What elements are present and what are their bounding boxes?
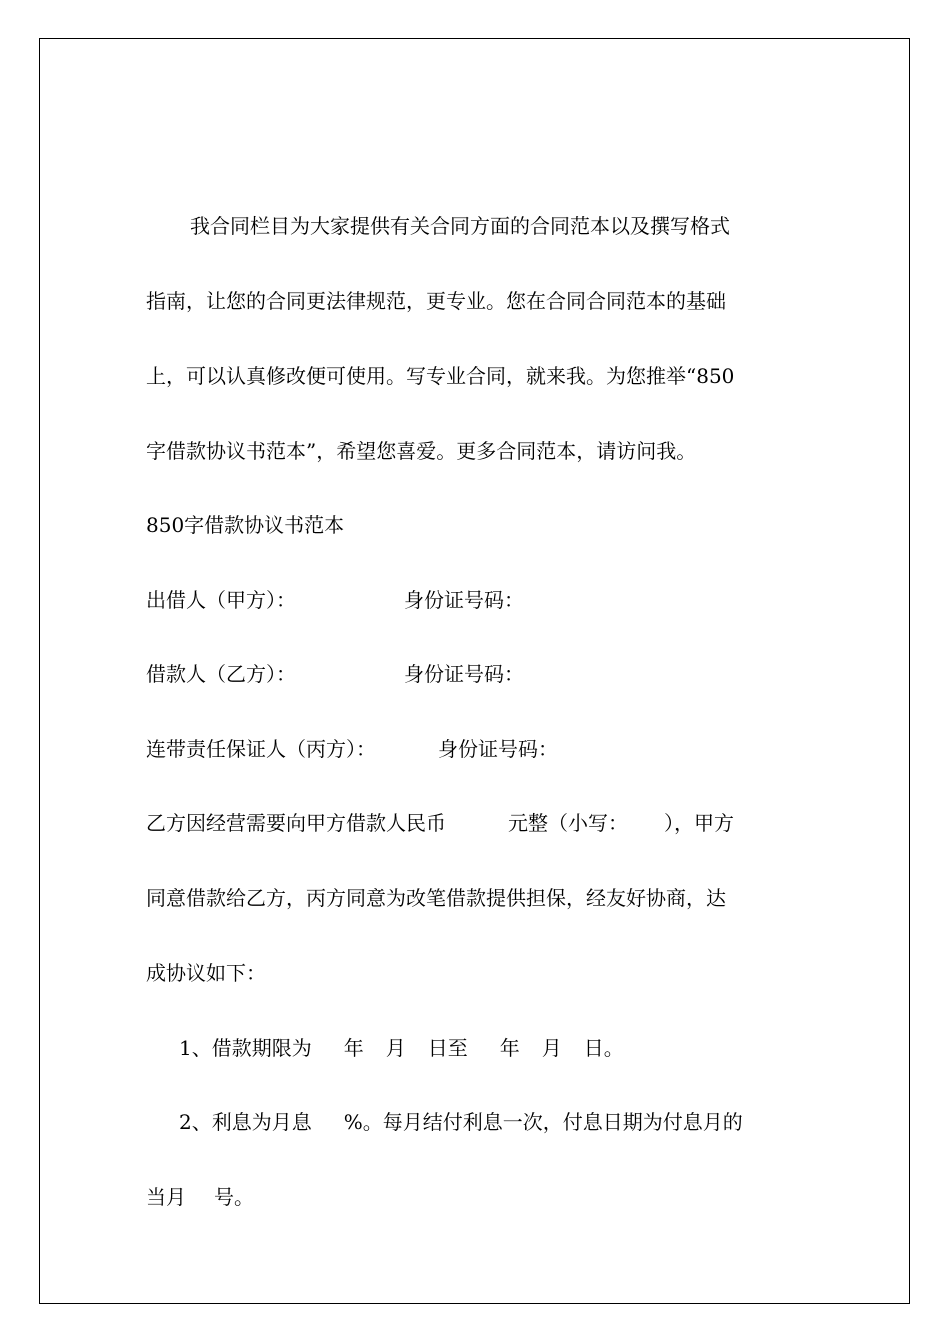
borrower-id-label: 身份证号码： <box>404 662 524 686</box>
clause-1-day-end: 日。 <box>583 1036 624 1060</box>
lender-id-label: 身份证号码： <box>404 588 524 612</box>
body-line-2: 同意借款给乙方，丙方同意为改笔借款提供担保，经友好协商，达 <box>146 886 726 910</box>
clause-1 <box>179 1036 624 1060</box>
clause-2-text: 2、利息为月息 <box>179 1110 312 1134</box>
body-line-3: 成协议如下： <box>146 961 266 985</box>
clause-1-year-end: 年 <box>499 1036 520 1060</box>
clause-1-month-end: 月 <box>541 1036 562 1060</box>
intro-line-4: 字借款协议书范本”，希望您喜爱。更多合同范本，请访问我。 <box>146 439 697 463</box>
clause-1-year-start: 年 <box>343 1036 364 1060</box>
clause-2-line2-a: 当月 <box>146 1185 186 1209</box>
body-line-1 <box>146 811 734 835</box>
clause-2-line-2 <box>146 1185 254 1209</box>
guarantor-row <box>146 737 558 761</box>
lender-label: 出借人（甲方）： <box>146 588 296 612</box>
lender-row <box>146 588 524 612</box>
borrower-row <box>146 662 524 686</box>
intro-line-2: 指南，让您的合同更法律规范，更专业。您在合同合同范本的基础 <box>146 289 726 313</box>
guarantor-label: 连带责任保证人（丙方）： <box>146 737 376 761</box>
body-p1-c: ），甲方 <box>664 811 734 835</box>
clause-2 <box>179 1110 743 1134</box>
borrower-label: 借款人（乙方）： <box>146 662 296 686</box>
clause-1-day-start: 日至 <box>427 1036 468 1060</box>
clause-2-line2-b: 号。 <box>214 1185 254 1209</box>
clause-2-text-b: %。每月结付利息一次，付息日期为付息月的 <box>343 1110 743 1134</box>
intro-line-1: 我合同栏目为大家提供有关合同方面的合同范本以及撰写格式 <box>190 214 730 238</box>
intro-line-3: 上，可以认真修改便可使用。写专业合同，就来我。为您推举“850 <box>146 364 735 388</box>
document-title: 850字借款协议书范本 <box>146 513 345 537</box>
guarantor-id-label: 身份证号码： <box>438 737 558 761</box>
clause-1-month-start: 月 <box>385 1036 406 1060</box>
body-p1-b: 元整（小写： <box>508 811 628 835</box>
clause-1-text: 1、借款期限为 <box>179 1036 312 1060</box>
body-p1-a: 乙方因经营需要向甲方借款人民币 <box>146 811 446 835</box>
